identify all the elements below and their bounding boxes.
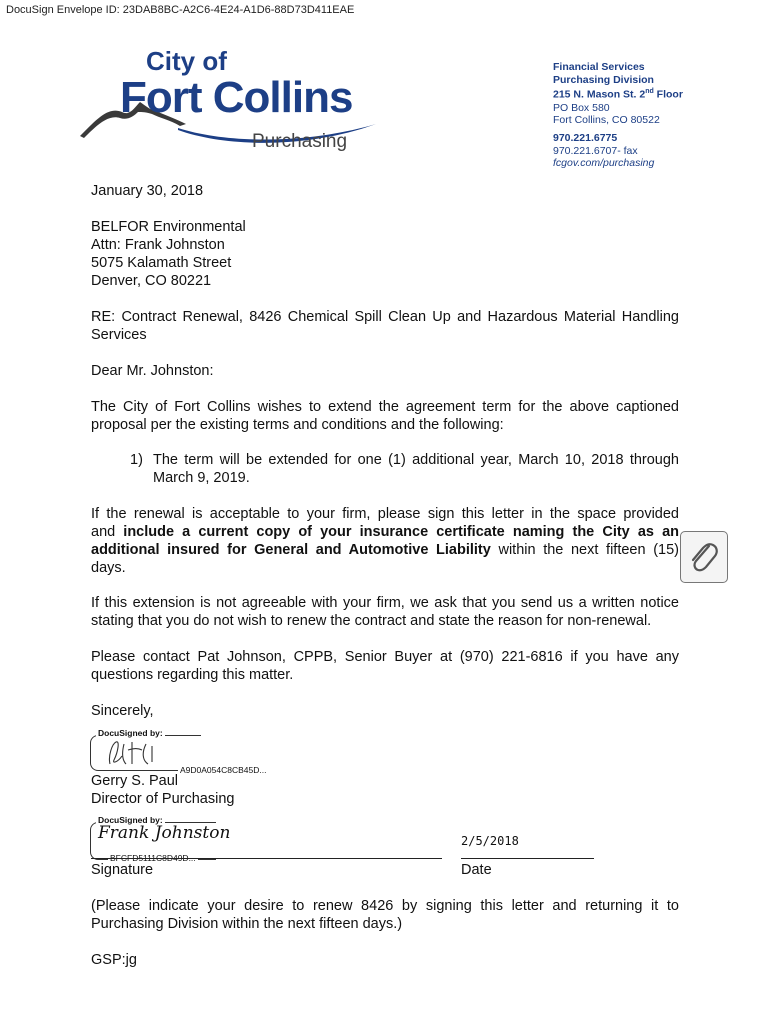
attachment-button[interactable] [680,531,728,583]
date-line [461,858,594,859]
signature-frank-johnston: Frank Johnston [98,823,231,843]
signer-name: Gerry S. Paul [91,773,179,789]
logo-line3: Purchasing [252,131,348,152]
recipient-line: BELFOR Environmental [91,219,246,235]
docusign-label-1: DocuSigned by: [98,728,163,738]
date-label: Date [461,862,492,878]
signature-gsp [102,738,172,768]
recipient-line: Denver, CO 80221 [91,273,212,289]
logo-line2: Fort Collins [120,73,353,122]
signature-line [91,858,442,859]
docusign-id-2: BFCFD5111C8D49D... [110,853,196,863]
closing: Sincerely, [91,703,154,719]
contact-address1: 215 N. Mason St. 2nd Floor [553,88,683,101]
contact-fax: 970.221.6707- fax [553,144,638,157]
paperclip-icon [681,532,727,582]
initials: GSP:jg [91,952,137,968]
signer-title: Director of Purchasing [91,791,235,807]
recipient-line: 5075 Kalamath Street [91,255,232,271]
letter-date: January 30, 2018 [91,183,204,199]
signed-date: 2/5/2018 [461,834,519,848]
docusign-label-2: DocuSigned by: [98,815,163,825]
recipient-line: Attn: Frank Johnston [91,237,225,253]
paragraph-4: Please contact Pat Johnson, CPPB, Senior Buyer at (970) 221-6816 if you have any questions regarding this matter. [91,649,679,683]
recipient-address [91,218,246,290]
paragraph-1: The City of Fort Collins wishes to extend the agreement term for the above captioned proposal per the existing terms and conditions and the following: [91,399,679,433]
logo-line1: City of [146,48,227,76]
signature-label: Signature [91,862,154,878]
envelope-id: DocuSign Envelope ID: 23DAB8BC-A2C6-4E24-A1D6-88D73D411EAE [6,4,355,16]
contact-block [553,61,683,170]
contact-po-box: PO Box 580 [553,101,610,114]
salutation: Dear Mr. Johnston: [91,363,214,379]
list-item-number: 1) [130,452,143,468]
paragraph-3: If this extension is not agreeable with your firm, we ask that you send us a written notice stating that you do not wish to renew the contract and state the reason for non-renewal. [91,595,679,629]
paragraph-2: If the renewal is acceptable to your firm, please sign this letter in the space provided and include a current copy of your insurance certificate naming the City as an additional insured for General and Automotive Liability within the next fifteen (15) days. [91,506,679,576]
contact-dept1: Financial Services [553,61,645,73]
contact-city: Fort Collins, CO 80522 [553,114,660,127]
contact-phone: 970.221.6775 [553,132,618,145]
contact-dept2: Purchasing Division [553,73,654,86]
city-logo [78,48,388,158]
contact-web: fcgov.com/purchasing [553,157,655,170]
list-item: The term will be extended for one (1) additional year, March 10, 2018 through March 9, 2019. [153,452,679,486]
renewal-note: (Please indicate your desire to renew 8426 by signing this letter and returning it to Purchasing Division within the next fifteen days.) [91,898,679,932]
re-line: RE: Contract Renewal, 8426 Chemical Spill Clean Up and Hazardous Material Handling Services [91,309,679,343]
docusign-id-1: A9D0A054C8CB45D... [180,765,267,775]
